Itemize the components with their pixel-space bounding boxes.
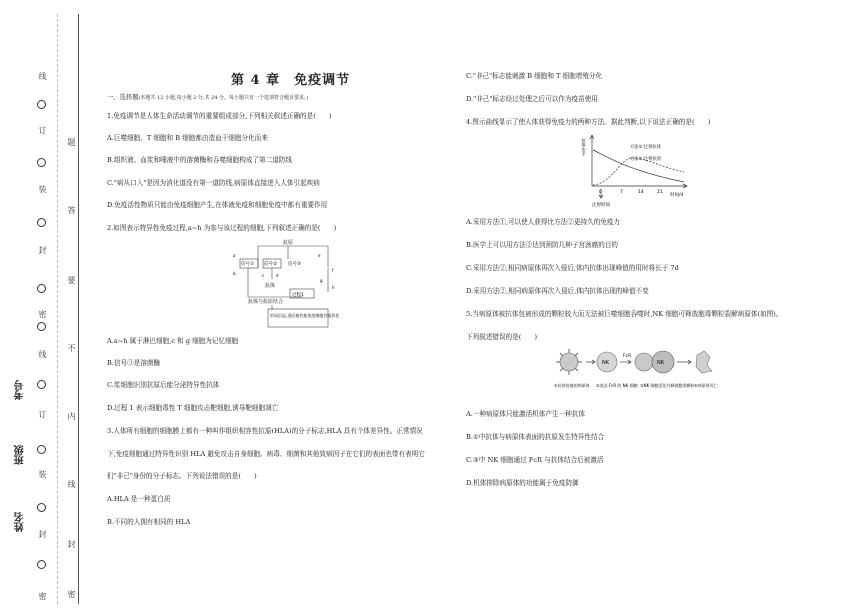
gutter-char: 密: [38, 310, 47, 318]
gutter-char: 封: [38, 530, 47, 538]
cell-d: d: [276, 273, 279, 278]
legend-method2: 方法②:注射抗原: [630, 157, 662, 162]
cell-g: g: [320, 278, 323, 283]
question-1-stem: 1.免疫调节是人体生命活动调节的重要组成部分,下列相关叙述正确的是( ): [107, 112, 332, 120]
fig5-caption-1: ①抗体包被的病原体: [554, 383, 590, 388]
gutter-char: 线: [38, 72, 47, 80]
q4-option-d: D.采用方法②,相同病原体再次入侵后,体内抗体出现的峰值不变: [466, 287, 649, 295]
question-4-stem: 4.图示曲线显示了使人体获得免疫力的两种方法。据此判断,以下说法正确的是( ): [466, 118, 711, 126]
legend-method1: 方法①:注射抗体: [630, 145, 662, 150]
gutter-char: 线: [38, 350, 47, 358]
name-label: 姓名: [15, 512, 26, 532]
antibody-coated-pathogen: [556, 349, 582, 375]
gutter-char: 封: [38, 246, 47, 254]
fig5-caption-3: ③NK 细胞活化并释放胞毒颗粒: [640, 383, 695, 388]
signal3-label: 信号③: [288, 262, 302, 267]
cell-c: c: [262, 273, 265, 278]
signal1-label: 信号①: [241, 262, 255, 267]
binding-line: [78, 14, 79, 604]
q3-option-c: C."非己"标志能刺激 B 细胞和 T 细胞增殖分化: [466, 72, 603, 80]
dead-pathogen: [696, 351, 712, 373]
q1-option-b: B.组织液、血浆和唾液中的溶菌酶和吞噬细胞构成了第二道防线: [107, 156, 292, 164]
tick-21: 21: [657, 190, 663, 195]
question-2-stem: 2.如图表示特异性免疫过程,a~h 为参与该过程的细胞,下列叙述正确的是( ): [107, 224, 337, 232]
question-5-stem-line1: 5.当病原体被抗体包被形成的颗粒较大而无法被巨噬细胞吞噬时,NK 细胞可释放胞毒颗粒裂解病原体(如图)。: [466, 310, 783, 318]
question-3-stem-line2: 下,免疫细胞通过特异性识别 HLA 避免攻击自身细胞。病毒、细菌和其他致病因子在它们的表面也带有表明它: [107, 450, 425, 458]
binding-hole: [37, 322, 46, 331]
nk-cell-diagram: [552, 345, 727, 403]
gutter-char: 订: [38, 410, 47, 418]
q1-option-c: C."病从口入"是因为消化道没有第一道防线,病原体直接进入人体引起疾病: [107, 179, 320, 187]
y-axis-label: 抗体水平: [580, 138, 586, 156]
gutter-char: 题: [67, 138, 76, 146]
process1-label: 过程1: [292, 293, 304, 298]
injection-time-label: 注射时间: [592, 203, 610, 208]
q3-option-a: A.HLA 是一种蛋白质: [107, 495, 171, 503]
gutter-char: 订: [38, 126, 47, 134]
binding-hole: [37, 560, 46, 569]
target-pathogen: [635, 353, 653, 371]
q5-option-c: C.③中 NK 细胞通过 FcR 与抗体结合后被激活: [466, 456, 604, 464]
gutter-char: 装: [38, 185, 47, 193]
x-axis-label: 时间/d: [670, 193, 684, 198]
cell-b: b: [233, 271, 236, 276]
binding-hole: [37, 158, 46, 167]
binding-hole: [37, 380, 46, 389]
binding-label: 抗体与抗原结合: [248, 299, 284, 305]
question-5-stem-line2: 下列叙述错误的是( ): [466, 333, 538, 341]
exam-number-label: 考号: [15, 380, 26, 400]
signal2-label: 信号②: [264, 262, 278, 267]
chapter-title: 第 4 章 免疫调节: [231, 73, 351, 88]
cell-f: f: [332, 268, 334, 273]
binding-hole: [37, 445, 46, 454]
nk-label-2: NK: [657, 360, 665, 366]
q3-option-b: B.不同的人拥有相同的 HLA: [107, 518, 191, 526]
binding-hole: [37, 218, 46, 227]
gutter-char: 封: [67, 540, 76, 548]
q5-option-b: B.①中抗体与病原体表面的抗原发生特异性结合: [466, 433, 605, 441]
gutter-char: 答: [67, 206, 76, 214]
gutter-char: 内: [67, 412, 76, 420]
cell-h: h: [332, 285, 335, 290]
q1-option-d: D.免疫活性物质只能由免疫细胞产生,在体液免疫和细胞免疫中都有重要作用: [107, 201, 328, 209]
result-label: 形成沉淀,进而被其他免疫细胞吞噬消化: [270, 313, 340, 318]
binding-gutter: [0, 0, 95, 608]
tick-7: 7: [620, 190, 623, 195]
gutter-char: 线: [67, 480, 76, 488]
tick-0: 0: [599, 190, 602, 195]
binding-hole: [37, 503, 46, 512]
antibody-curve-chart: [566, 132, 696, 212]
antigen-label: 抗原: [283, 240, 294, 246]
tick-14: 14: [638, 190, 644, 195]
q2-option-b: B.信号③是溶菌酶: [107, 359, 161, 367]
q2-option-a: A.a~h 属于淋巴细胞,c 和 g 细胞为记忆细胞: [107, 337, 239, 345]
cell-e: e: [318, 253, 321, 258]
section-heading: 一、选择题: [107, 94, 139, 101]
nk-label-1: NK: [602, 360, 610, 366]
immune-process-diagram: [228, 237, 348, 329]
fig5-caption-4: ④病原体死亡: [694, 383, 718, 388]
q5-option-d: D.机体排除病原体的功能属于免疫防御: [466, 479, 579, 487]
q4-option-a: A.采用方法①,可以使人获得比方法②更持久的免疫力: [466, 218, 621, 226]
binding-hole: [37, 100, 46, 109]
cut-line: [57, 14, 58, 604]
section-note: (本题共 12 小题,每小题 2 分,共 24 分。每小题只有一个选项符合题目要求。): [138, 95, 309, 101]
antibody-label: 抗体: [265, 283, 276, 289]
gutter-char: 密: [38, 592, 47, 600]
cell-a: a: [233, 253, 236, 258]
fcr-label: FcR: [623, 354, 632, 359]
q1-option-a: A.巨噬细胞、T 细胞和 B 细胞都由造血干细胞分化而来: [107, 134, 268, 142]
gutter-char: 要: [67, 276, 76, 284]
q4-option-b: B.医学上可以用方法②达到预防几种子宫颈癌的目的: [466, 241, 619, 249]
gutter-char: 装: [38, 470, 47, 478]
binding-hole: [37, 284, 46, 293]
question-3-stem-line1: 3.人体所有细胞的细胞膜上都有一种叫作组织相容性抗原(HLA)的分子标志,HLA 具有个体差异性。正常情况: [107, 427, 423, 435]
q5-option-a: A.一种病原体只能激活机体产生一种抗体: [466, 410, 585, 418]
question-3-stem-line3: 们"非己"身份的分子标志。下列说法错误的是( ): [107, 472, 257, 480]
q2-option-d: D.过程 1 表示细胞毒性 T 细胞攻击靶细胞,诱导靶细胞凋亡: [107, 404, 279, 412]
gutter-char: 不: [67, 344, 76, 352]
q3-option-d: D."非己"标志经过处理之后可以作为疫苗使用: [466, 95, 598, 103]
gutter-char: 密: [67, 590, 76, 598]
q4-option-c: C.采用方法②,相同病原体再次入侵后,体内抗体出现峰值的用时将长于 7d: [466, 264, 679, 272]
fig5-caption-2: ②表达 FcR 的 NK 细胞: [596, 383, 638, 388]
class-label: 班级: [15, 445, 26, 465]
q2-option-c: C.浆细胞识别抗原后能分泌特异性抗体: [107, 381, 220, 389]
section-header: [107, 92, 309, 101]
